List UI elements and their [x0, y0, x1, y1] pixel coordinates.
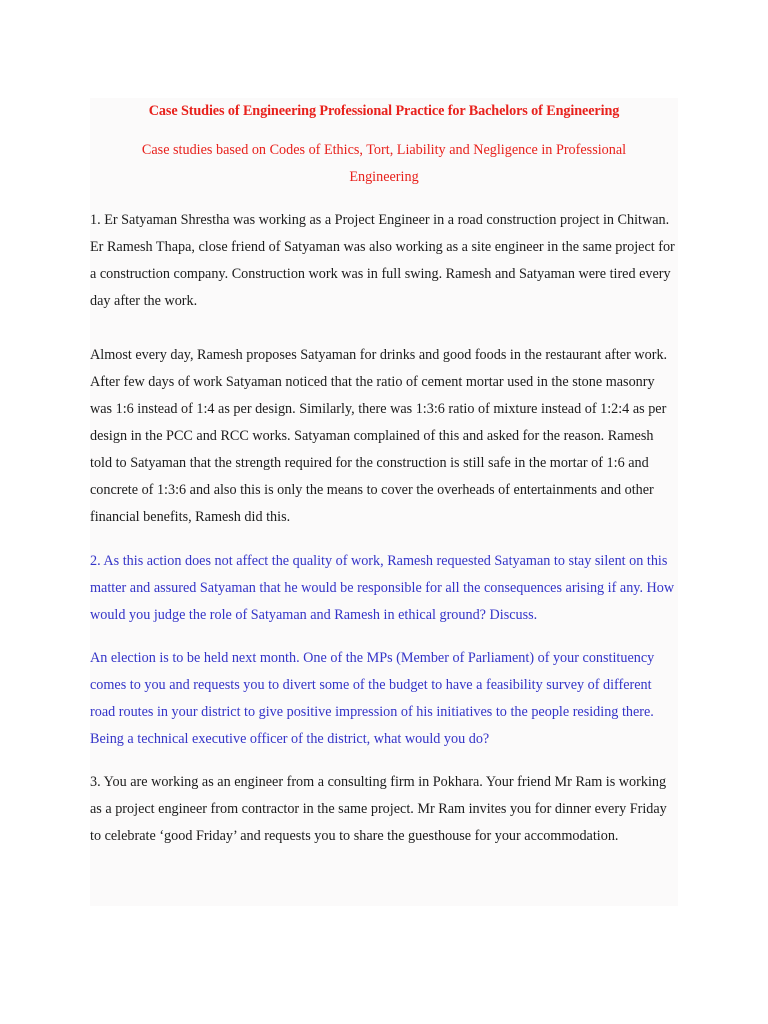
document-page — [90, 98, 678, 906]
document-subtitle: Case studies based on Codes of Ethics, Tort, Liability and Negligence in Professional Engineering — [141, 142, 627, 185]
case-paragraph-3: 3. You are working as an engineer from a consulting firm in Pokhara. Your friend Mr Ram is working as a project engineer from contractor in the same project. Mr Ram invites you for dinner every Friday to celebrate ‘good Friday’ and requests you to share the guesthouse for your accommodation. — [90, 774, 667, 844]
case-paragraph-2: Almost every day, Ramesh proposes Satyaman for drinks and good foods in the restaurant after work. After few days of work Satyaman noticed that the ratio of cement mortar used in the stone masonry was 1:6 instead of 1:4 as per design. Similarly, there was 1:3:6 ratio of mixture instead of 1:2:4 as per design in the PCC and RCC works. Satyaman complained of this and asked for the reason. Ramesh told to Satyaman that the strength required for the construction is still safe in the mortar of 1:6 and concrete of 1:3:6 and also this is only the means to cover the overheads of entertainments and other financial benefits, Ramesh did this. — [90, 347, 668, 525]
case-question-election: An election is to be held next month. One of the MPs (Member of Parliament) of your constituency comes to you and requests you to divert some of the budget to have a feasibility survey of different road routes in your district to give positive impression of his initiatives to the people residing there. Being a technical executive officer of the district, what would you do? — [90, 650, 655, 747]
case-question-2: 2. As this action does not affect the quality of work, Ramesh requested Satyaman to stay silent on this matter and assured Satyaman that he would be responsible for all the consequences arising if any. How would you judge the role of Satyaman and Ramesh in ethical ground? Discuss. — [90, 553, 675, 623]
document-title: Case Studies of Engineering Professional Practice for Bachelors of Engineering — [148, 103, 620, 119]
case-paragraph-1: 1. Er Satyaman Shrestha was working as a Project Engineer in a road construction project in Chitwan. Er Ramesh Thapa, close friend of Satyaman was also working as a site engineer in the same project for a construction company. Construction work was in full swing. Ramesh and Satyaman were tired every day after the work. — [90, 212, 675, 309]
